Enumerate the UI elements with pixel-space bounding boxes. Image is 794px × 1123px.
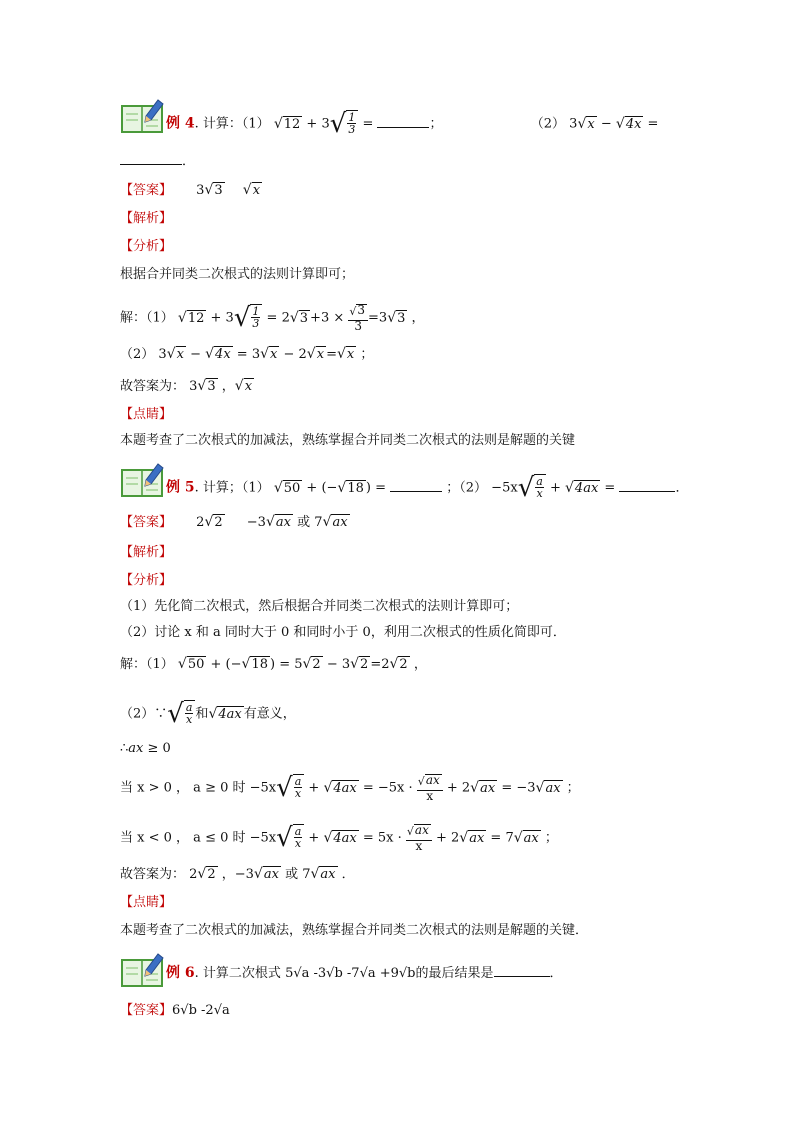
answer-tag: 【答案】 <box>120 183 173 198</box>
final-answer: 故答案为： 2 √ 2 ，−3 √ ax 或 7 √ ax ． <box>120 866 355 882</box>
case-2: 当 x < 0 ， a ≤ 0 时 −5x √ $\frac{a}{x}$ + √ 4ax = 5x · √ ax x + 2 √ ax = 7 √ ax ； <box>120 823 558 853</box>
sqrt-one-third: √ $\frac{1}{3}$ <box>330 110 359 138</box>
radical-expression: 5√a -3√b -7√a +9√b <box>285 966 416 981</box>
notebook-pencil-icon <box>120 96 166 136</box>
answer-blank[interactable] <box>390 479 442 492</box>
solution-1: 解：（1） √ 50 + (− √ 18 ) = 5 √ 2 − 3 √ 2 =2 √ 2 ， <box>120 656 427 672</box>
solution-1: 解：（1） √ 12 + 3 √ $\frac{1}{3}$ = 2 √ 3 +3 × √ 3 3 =3 √ 3 ， <box>120 303 425 333</box>
breakdown-text: （2）讨论 x 和 a 同时大于 0 和同时小于 0，利用二次根式的性质化简即可． <box>120 625 566 640</box>
breakdown-tag: 【分析】 <box>120 239 173 254</box>
case-1: 当 x > 0 ， a ≥ 0 时 −5x √ $\frac{a}{x}$ + √ 4ax = −5x · √ ax x + 2 √ ax = −3 √ ax ； <box>120 773 580 803</box>
therefore-line: ∴ax ≥ 0 <box>120 741 171 756</box>
analysis-tag: 【解析】 <box>120 545 173 560</box>
example-5-label: 例 5 <box>166 479 195 496</box>
answer-blank[interactable] <box>377 115 429 128</box>
example-4-label: 例 4 <box>166 115 195 132</box>
example-6-label: 例 6 <box>166 965 195 981</box>
key-point-tag: 【点睛】 <box>120 407 173 422</box>
analysis-tag: 【解析】 <box>120 211 173 226</box>
answer-row: 【答案】6√b -2√a <box>120 1003 230 1018</box>
solution-2: （2）∵ √ $\frac{a}{x}$ 和 √ 4ax 有意义， <box>120 699 296 729</box>
example-5-question: 例 5. 计算；（1） √ 50 + (− √ 18 ) = ；（2） −5x √ $\frac{a}{x}$ + √ 4ax = ． <box>166 473 689 503</box>
answer-blank[interactable] <box>619 479 675 492</box>
sqrt-12: √ 12 <box>273 115 301 132</box>
breakdown-text: 根据合并同类二次根式的法则计算即可； <box>120 267 355 282</box>
breakdown-text: （1）先化简二次根式，然后根据合并同类二次根式的法则计算即可； <box>120 599 519 614</box>
example-4-prompt: 计算：（1） <box>202 116 270 132</box>
notebook-pencil-icon <box>120 950 166 990</box>
solution-2: （2） 3 √ x − √ 4x = 3 √ x − 2 √ x = √ x ； <box>120 346 374 362</box>
example-4-blank-line: ． <box>120 152 195 171</box>
answer-value: 6√b -2√a <box>172 1003 230 1018</box>
key-point-text: 本题考查了二次根式的加减法，熟练掌握合并同类二次根式的法则是解题的关键． <box>120 923 589 938</box>
notebook-pencil-icon <box>120 460 166 500</box>
answer-blank[interactable] <box>494 964 550 977</box>
final-answer: 故答案为： 3 √ 3 ， √ x <box>120 378 253 394</box>
example-4-question: 例 4. 计算：（1） √ 12 + 3 √ $\frac{1}{3}$ = ； （2） 3 √ x − √ 4x = <box>166 109 659 139</box>
answer-row: 【答案】 3 √ 3 √ x <box>120 182 261 198</box>
example-6-question: 例 6. 计算二次根式 5√a -3√b -7√a +9√b的最后结果是 ． <box>166 965 563 981</box>
answer-row: 【答案】 2 √ 2 −3 √ ax 或 7 √ ax <box>120 514 348 530</box>
answer-blank[interactable] <box>120 152 182 165</box>
key-point-text: 本题考查了二次根式的加减法，熟练掌握合并同类二次根式的法则是解题的关键 <box>120 433 576 448</box>
breakdown-tag: 【分析】 <box>120 573 173 588</box>
key-point-tag: 【点睛】 <box>120 895 173 910</box>
